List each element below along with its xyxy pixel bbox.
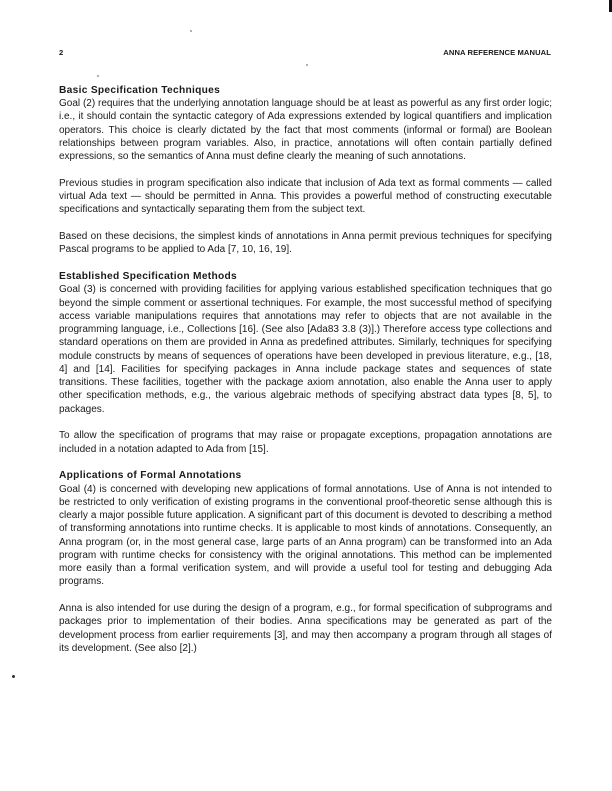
section-heading: Applications of Formal Annotations — [59, 470, 242, 482]
running-title: ANNA REFERENCE MANUAL — [443, 48, 551, 57]
paragraph: Anna is also intended for use during the design of a program, e.g., for formal specification of subprograms and packages prior to implementation of their bodies. Anna specifications may be generated as part of the development process from earlier requirements [3], and may then accompany a program through all stages of its development. (See also [2].) — [59, 603, 552, 654]
scan-speck — [190, 30, 192, 32]
paragraph: Goal (4) is concerned with developing new applications of formal annotations. Use of Anna is not intended to be restricted to only verification of existing programs in the conventional proof-theoretic sense although this is clearly a major possible future application. A significant part of this document is devoted to describing a method of transforming annotations into runtime checks. It is applicable to most kinds of annotations. Consequently, an Anna program (or, in the most general case, large parts of an Anna program) can be transformed into an Ada program with runtime checks for consistency with the original annotations. This method can be implemented more easily than a formal verification system, and will provide a useful tool for testing and debugging Ada programs. — [59, 483, 552, 588]
page-header — [59, 48, 551, 60]
paragraph: Previous studies in program specification also indicate that inclusion of Ada text as formal comments — called virtual Ada text — should be permitted in Anna. This provides a powerful method of constructing executable specifications and syntactically separating them from the subject text. — [59, 177, 552, 216]
paragraph: Goal (3) is concerned with providing facilities for applying various established specification techniques that go beyond the simple comment or assertional techniques. For example, the most successful method of specifying access variable manipulations requires that annotations may refer to objects that are not available in the programming language, i.e., Collections [16]. (See also [Ada83 3.8 (3)].) Therefore access type collections and standard operations on them are provided in Anna as predefined attributes. Similarly, techniques for specifying module constructs by means of sequences of operations have been developed in previous literature, e.g., [18, 4] and [14]. Facilities for specifying packages in Anna include package states and sequences of state transitions. These facilities, together with the package axiom annotation, also enable the Anna user to apply other specification methods, e.g., the various algebraic methods of specifying abstract data types [8, 5], to packages. — [59, 284, 552, 415]
page-body — [59, 84, 552, 655]
section-applications-of-formal-annotations — [59, 469, 552, 655]
section-heading: Basic Specification Techniques — [59, 85, 221, 96]
section-heading: Established Specification Methods — [59, 271, 238, 283]
paragraph: Based on these decisions, the simplest kinds of annotations in Anna permit previous techniques for specifying Pascal programs to be applied to Ada [7, 10, 16, 19]. — [59, 231, 552, 256]
paragraph: To allow the specification of programs that may raise or propagate exceptions, propagation annotations are included in a notation adapted to Ada from [15]. — [59, 430, 552, 455]
page-number: 2 — [59, 48, 64, 57]
paragraph: Goal (2) requires that the underlying annotation language should be at least as powerful as any first order logic; i.e., it should contain the syntactic category of Ada expressions extended by logical quantifiers and implication operators. This choice is clearly dictated by the fact that most comments (informal or formal) are Boolean relationships between program variables. Also, in practice, annotations will often contain partially defined expressions, so the semantics of Anna must define clearly the meaning of such annotations. — [59, 98, 552, 163]
section-established-specification-methods — [59, 270, 552, 456]
scan-speck — [97, 75, 99, 77]
scan-speck — [306, 64, 308, 66]
section-basic-specification-techniques — [59, 84, 552, 257]
scan-speck — [12, 675, 15, 678]
